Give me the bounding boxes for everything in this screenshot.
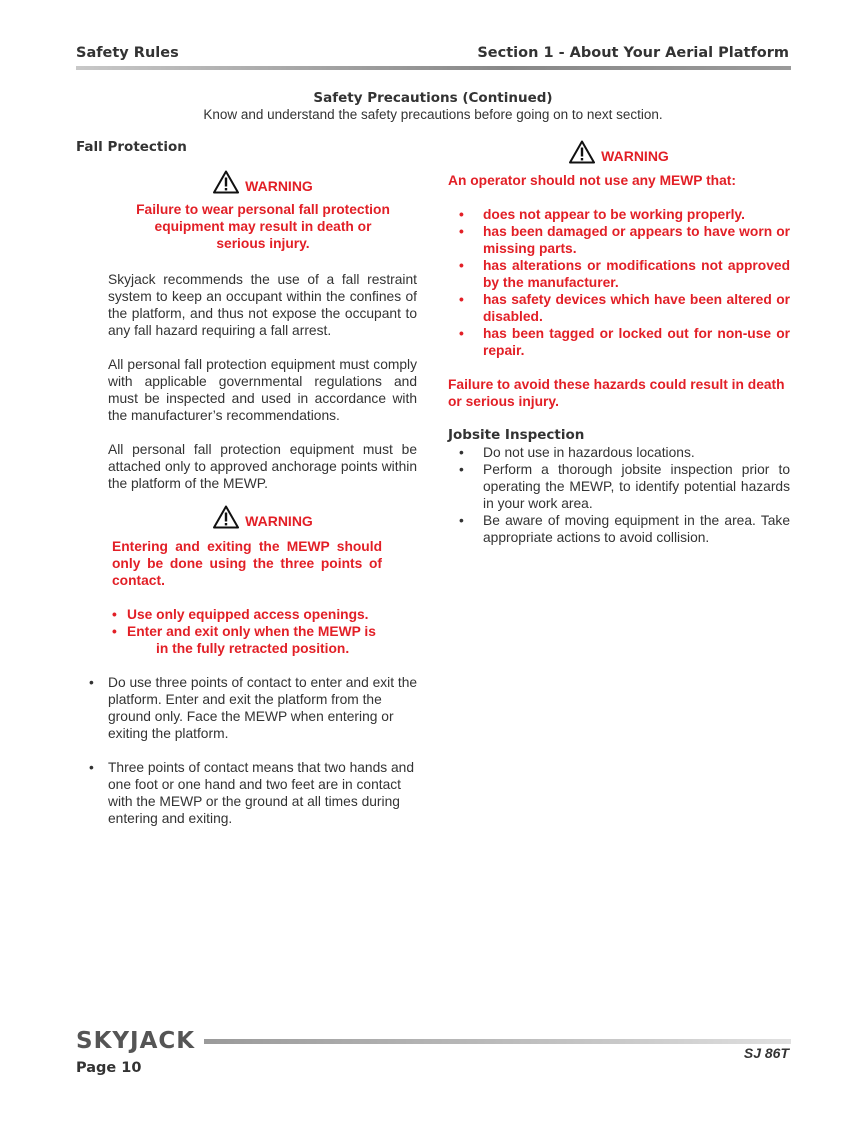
warning-three-points-text: Entering and exiting the MEWP should only be done using the three points of contact. (112, 539, 382, 588)
warning-message (108, 201, 418, 252)
paragraph-equipment-compliance: All personal fall protection equipment must comply with applicable governmental regulations and must be inspected and used in accordance with the manufacturer’s recommendations. (108, 357, 417, 423)
warning-line: Failure to wear personal fall protection (136, 202, 390, 217)
list-item: • Be aware of moving equipment in the area. Take appropriate actions to avoid collision. (459, 513, 790, 545)
warning-line: equipment may result in death or (154, 219, 372, 234)
warning-line: serious injury. (216, 236, 310, 251)
warning-triangle-icon (213, 170, 239, 194)
list-item: • Three points of contact means that two hands and one foot or one hand and two feet are in contact with the MEWP or the ground at all times during entering and exiting. (89, 760, 415, 826)
section-subtitle: Know and understand the safety precautions before going on to next section. (203, 107, 663, 122)
page-number: Page 10 (76, 1060, 142, 1076)
warning-box-entering-exiting (108, 505, 418, 529)
skyjack-logo: SKYJACK (76, 1028, 196, 1054)
header-section-name: Safety Rules (76, 45, 179, 61)
list-item: • Perform a thorough jobsite inspection prior to operating the MEWP, to identify potential hazards in your work area. (459, 462, 790, 511)
warning-header (448, 140, 790, 164)
warning-bullets (112, 606, 392, 657)
footer-rule (204, 1039, 791, 1044)
list-item: • has been damaged or appears to have worn or missing parts. (459, 224, 790, 256)
warning-operator-list (448, 206, 790, 359)
warning-header (108, 170, 418, 194)
warning-triangle-icon (569, 140, 595, 164)
list-item: • has alterations or modifications not approved by the manufacturer. (459, 258, 790, 290)
section-title: Safety Precautions (Continued) (313, 90, 553, 106)
warning-triangle-icon (213, 505, 239, 529)
paragraph-anchorage-points: All personal fall protection equipment must be attached only to approved anchorage points within the platform of the MEWP. (108, 442, 417, 491)
warning-operator-closing: Failure to avoid these hazards could result in death or serious injury. (448, 377, 785, 409)
warning-operator-intro: An operator should not use any MEWP that: (448, 173, 736, 188)
list-item: • has safety devices which have been altered or disabled. (459, 292, 790, 324)
list-item: • Do not use in hazardous locations. (459, 445, 695, 460)
model-number: SJ 86T (743, 1045, 789, 1061)
warning-box-fall-protection (108, 170, 418, 252)
warning-header (108, 505, 418, 529)
warning-label: WARNING (601, 148, 669, 164)
warning-label: WARNING (245, 178, 313, 194)
paragraph-fall-restraint: Skyjack recommends the use of a fall restraint system to keep an occupant within the confines of the platform, and thus not expose the occupant to any fall hazard requiring a fall arrest. (108, 272, 417, 338)
jobsite-inspection-heading: Jobsite Inspection (448, 427, 585, 443)
header-rule (76, 66, 791, 70)
warning-bullet: • Use only equipped access openings. (112, 607, 369, 622)
list-item: • has been tagged or locked out for non-use or repair. (459, 326, 790, 358)
header-chapter-title: Section 1 - About Your Aerial Platform (477, 45, 789, 61)
list-item: • Do use three points of contact to enter and exit the platform. Enter and exit the platform from the ground only. Face the MEWP when entering or exiting the platform. (89, 675, 418, 741)
contact-bullet-list (73, 674, 419, 827)
warning-bullet: • Enter and exit only when the MEWP is in the fully retracted position. (112, 624, 376, 656)
fall-protection-heading: Fall Protection (76, 139, 187, 155)
warning-label: WARNING (245, 513, 313, 529)
list-item: • does not appear to be working properly. (459, 207, 745, 222)
warning-box-operator (448, 140, 790, 164)
jobsite-inspection-list (448, 444, 790, 546)
